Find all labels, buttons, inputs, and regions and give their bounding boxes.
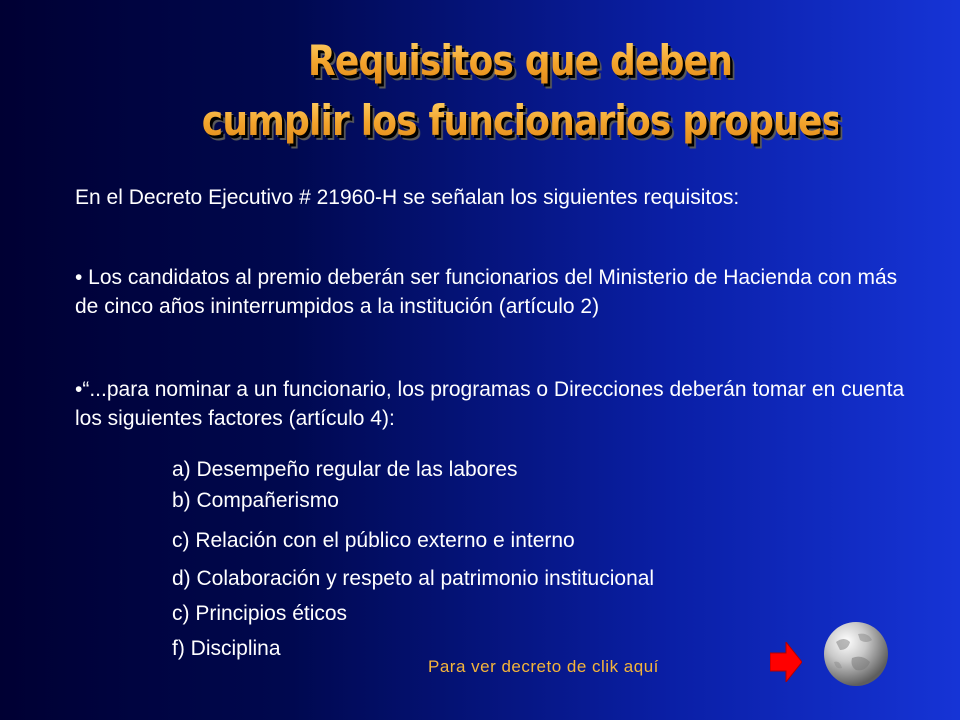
factor-item-f: f) Disciplina (172, 637, 281, 660)
right-arrow-icon[interactable] (770, 642, 802, 682)
factor-item-d: d) Colaboración y respeto al patrimonio institucional (172, 567, 655, 590)
bullet-candidates: • Los candidatos al premio deberán ser funcionarios del Ministerio de Hacienda con más de cinco años ininterrumpidos a la institución (artículo 2) (75, 266, 898, 318)
factor-item-a: a) Desempeño regular de las labores (172, 458, 518, 481)
slide-title-line-1: Requisitos que deben (202, 36, 838, 85)
decree-link[interactable]: Para ver decreto de clik aquí (428, 657, 659, 676)
factor-item-b: b) Compañerismo (172, 489, 339, 512)
intro-paragraph: En el Decreto Ejecutivo # 21960-H se señalan los siguientes requisitos: (75, 186, 740, 209)
bullet-nomination: •“...para nominar a un funcionario, los programas o Direcciones deberán tomar en cuenta los siguientes factores (artículo 4): (75, 378, 905, 430)
factor-item-e: c) Principios éticos (172, 602, 348, 625)
slide-title-line-2: cumplir los funcionarios propuestos (201, 96, 904, 145)
globe-icon[interactable] (822, 620, 890, 688)
factor-item-c: c) Relación con el público externo e interno (172, 529, 575, 552)
